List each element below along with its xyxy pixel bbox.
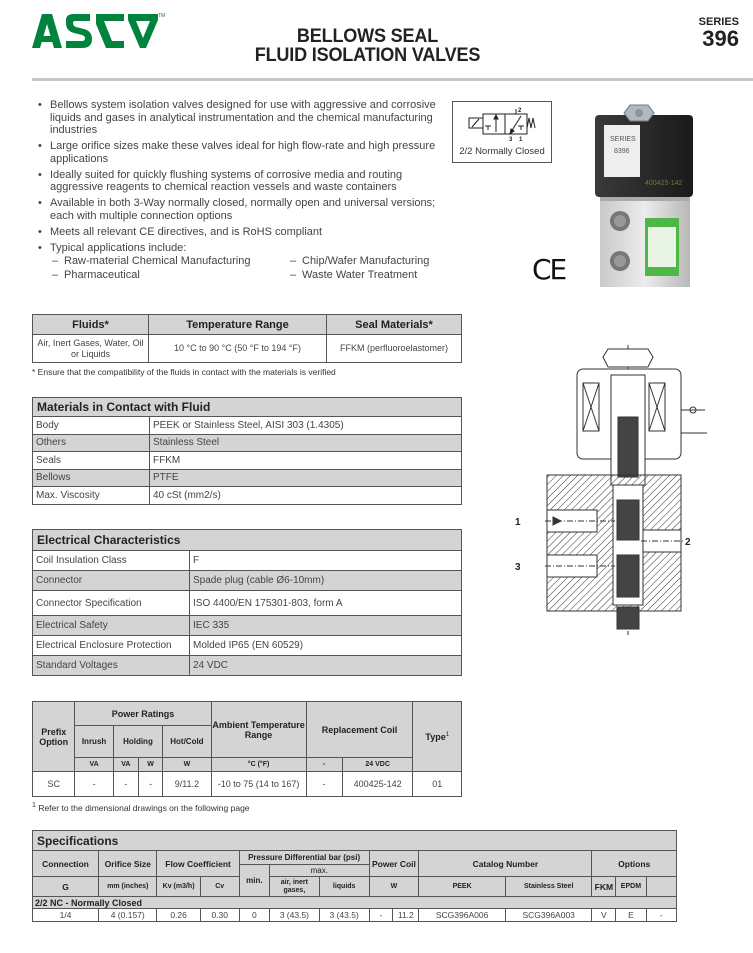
cell: V xyxy=(592,909,616,922)
unit: Cv xyxy=(200,877,239,897)
replacement-coil-header: Replacement Coil xyxy=(306,702,413,758)
catalog-number-header: Catalog Number xyxy=(419,851,592,877)
cell: 3 (43.5) xyxy=(319,909,369,922)
cell: SCG396A003 xyxy=(505,909,592,922)
specifications-table xyxy=(32,830,677,922)
applications-list xyxy=(36,254,456,282)
unit: Kv (m3/h) xyxy=(157,877,200,897)
electrical-label: Connector Specification xyxy=(33,591,190,616)
flow-coefficient-header: Flow Coefficient xyxy=(157,851,239,877)
electrical-value: Molded IP65 (EN 60529) xyxy=(190,636,462,656)
inrush-header: Inrush xyxy=(75,726,113,758)
cell: - xyxy=(113,772,138,797)
feature-item: • Available in both 3-Way normally closed, normally open and universal versions; each with multiple connection options xyxy=(36,197,456,222)
unit: - xyxy=(306,758,342,772)
specifications-title: Specifications xyxy=(33,831,677,851)
cell: 0.30 xyxy=(200,909,239,922)
cell: SCG396A006 xyxy=(419,909,506,922)
cell: -10 to 75 (14 to 167) xyxy=(211,772,306,797)
power-ratings-header: Power Ratings xyxy=(75,702,211,726)
unit: Stainless Steel xyxy=(505,877,592,897)
unit: G xyxy=(33,877,99,897)
power-footnote: $^1$ Refer to the dimensional drawings on the following page xyxy=(32,801,250,813)
power-coil-header: Power Coil xyxy=(369,851,419,877)
electrical-label: Electrical Safety xyxy=(33,616,190,636)
svg-text:3: 3 xyxy=(509,137,513,143)
feature-item: • Ideally suited for quickly flushing systems of corrosive media and routing aggressive reagents to chemical reaction vessels and waste containers xyxy=(36,169,456,194)
electrical-value: IEC 335 xyxy=(190,616,462,636)
svg-text:1: 1 xyxy=(515,517,521,528)
unit: VA xyxy=(75,758,113,772)
unit: EPDM xyxy=(616,877,646,897)
svg-text:2: 2 xyxy=(685,537,691,548)
material-value: Stainless Steel xyxy=(150,434,462,452)
min-header: min. xyxy=(239,865,269,897)
max-header: max. xyxy=(269,865,369,877)
page-title xyxy=(208,27,526,65)
header-divider xyxy=(32,78,753,81)
unit: VA xyxy=(113,758,138,772)
title-line-2: FLUID ISOLATION VALVES xyxy=(254,45,481,66)
cell: - xyxy=(369,909,393,922)
fluids-header: Fluids* xyxy=(33,315,149,335)
material-value: PTFE xyxy=(150,469,462,487)
material-value: PEEK or Stainless Steel, AISI 303 (1.4305) xyxy=(150,417,462,435)
series-number: 396 xyxy=(702,26,739,51)
materials-title: Materials in Contact with Fluid xyxy=(33,398,462,417)
symbol-caption: 2/2 Normally Closed xyxy=(459,146,545,157)
product-photo xyxy=(590,103,710,293)
holding-header: Holding xyxy=(113,726,162,758)
unit: °C (°F) xyxy=(211,758,306,772)
electrical-label: Standard Voltages xyxy=(33,656,190,676)
cell: 9/11.2 xyxy=(163,772,211,797)
cell: 0 xyxy=(239,909,269,922)
unit xyxy=(646,877,676,897)
valve-symbol xyxy=(452,101,552,163)
cell: 1/4 xyxy=(33,909,99,922)
group-label: 2/2 NC - Normally Closed xyxy=(33,897,677,909)
electrical-label: Connector xyxy=(33,571,190,591)
svg-text:2: 2 xyxy=(518,108,522,114)
title-line-1: BELLOWS SEAL xyxy=(296,26,439,47)
cell: 3 (43.5) xyxy=(269,909,319,922)
svg-text:400425-142: 400425-142 xyxy=(645,180,683,187)
cell: - xyxy=(138,772,162,797)
hotcold-header: Hot/Cold xyxy=(163,726,211,758)
feature-item: • Bellows system isolation valves designed for use with aggressive and corrosive liquids and gases in analytical instrumentation and the chemical manufacturing industries xyxy=(36,99,456,137)
unit: PEEK xyxy=(419,877,506,897)
temperature-header: Temperature Range xyxy=(149,315,327,335)
feature-list xyxy=(36,99,456,282)
electrical-title: Electrical Characteristics xyxy=(33,530,462,551)
cell: 01 xyxy=(413,772,462,797)
svg-text:1: 1 xyxy=(519,137,523,143)
cell: - xyxy=(646,909,676,922)
ambient-temp-header: Ambient Temperature Range xyxy=(211,702,306,758)
cell: 400425-142 xyxy=(342,772,413,797)
power-ratings-table xyxy=(32,701,462,797)
connection-header: Connection xyxy=(33,851,99,877)
material-label: Others xyxy=(33,434,150,452)
material-label: Body xyxy=(33,417,150,435)
electrical-label: Electrical Enclosure Protection xyxy=(33,636,190,656)
asco-logo xyxy=(30,10,165,52)
feature-item: • Meets all relevant CE directives, and is RoHS compliant xyxy=(36,226,456,239)
material-label: Max. Viscosity xyxy=(33,487,150,505)
cell: SC xyxy=(33,772,75,797)
fluids-footnote: * Ensure that the compatibility of the fluids in contact with the materials is verified xyxy=(32,367,336,377)
cell: 11.2 xyxy=(393,909,419,922)
feature-item: • Typical applications include: xyxy=(36,242,456,255)
seal-header: Seal Materials* xyxy=(327,315,462,335)
prefix-option-header: Prefix Option xyxy=(33,702,75,772)
valve-cross-section-drawing xyxy=(515,345,745,635)
svg-text:8396: 8396 xyxy=(614,148,630,155)
unit: mm (inches) xyxy=(99,877,157,897)
valve-schematic-icon xyxy=(467,106,539,146)
unit: W xyxy=(369,877,419,897)
unit: air, inert gases, xyxy=(269,877,319,897)
material-value: 40 cSt (mm2/s) xyxy=(150,487,462,505)
electrical-label: Coil Insulation Class xyxy=(33,551,190,571)
application-item: – Chip/Wafer Manufacturing xyxy=(290,254,450,268)
unit: liquids xyxy=(319,877,369,897)
electrical-table xyxy=(32,529,462,676)
material-label: Seals xyxy=(33,452,150,470)
electrical-value: ISO 4400/EN 175301-803, form A xyxy=(190,591,462,616)
cell: 4 (0.157) xyxy=(99,909,157,922)
material-label: Bellows xyxy=(33,469,150,487)
seal-value: FFKM (perfluoroelastomer) xyxy=(327,335,462,363)
cell: - xyxy=(75,772,113,797)
cell: E xyxy=(616,909,646,922)
feature-item: • Large orifice sizes make these valves ideal for high flow-rate and high pressure applications xyxy=(36,140,456,165)
unit: 24 VDC xyxy=(342,758,413,772)
fluids-table xyxy=(32,314,462,363)
application-item: – Pharmaceutical xyxy=(52,268,290,282)
application-item: – Waste Water Treatment xyxy=(290,268,450,282)
svg-text:3: 3 xyxy=(515,562,521,573)
type-header: Type$^1$ xyxy=(413,702,462,772)
svg-text:SERIES: SERIES xyxy=(610,136,636,143)
pressure-header: Pressure Differential bar (psi) xyxy=(239,851,369,865)
application-item: – Raw-material Chemical Manufacturing xyxy=(52,254,290,268)
fluids-value: Air, Inert Gases, Water, Oil or Liquids xyxy=(33,335,149,363)
cell: - xyxy=(306,772,342,797)
series-badge xyxy=(699,16,739,50)
unit: FKM xyxy=(592,877,616,897)
temperature-value: 10 °C to 90 °C (50 °F to 194 °F) xyxy=(149,335,327,363)
options-header: Options xyxy=(592,851,677,877)
orifice-header: Orifice Size xyxy=(99,851,157,877)
electrical-value: 24 VDC xyxy=(190,656,462,676)
cell: 0.26 xyxy=(157,909,200,922)
ce-mark: CE xyxy=(532,253,566,286)
electrical-value: F xyxy=(190,551,462,571)
electrical-value: Spade plug (cable Ø6-10mm) xyxy=(190,571,462,591)
series-label: SERIES xyxy=(698,16,739,28)
materials-table xyxy=(32,397,462,505)
svg-text:TM: TM xyxy=(158,13,166,19)
unit: W xyxy=(163,758,211,772)
material-value: FFKM xyxy=(150,452,462,470)
unit: W xyxy=(138,758,162,772)
